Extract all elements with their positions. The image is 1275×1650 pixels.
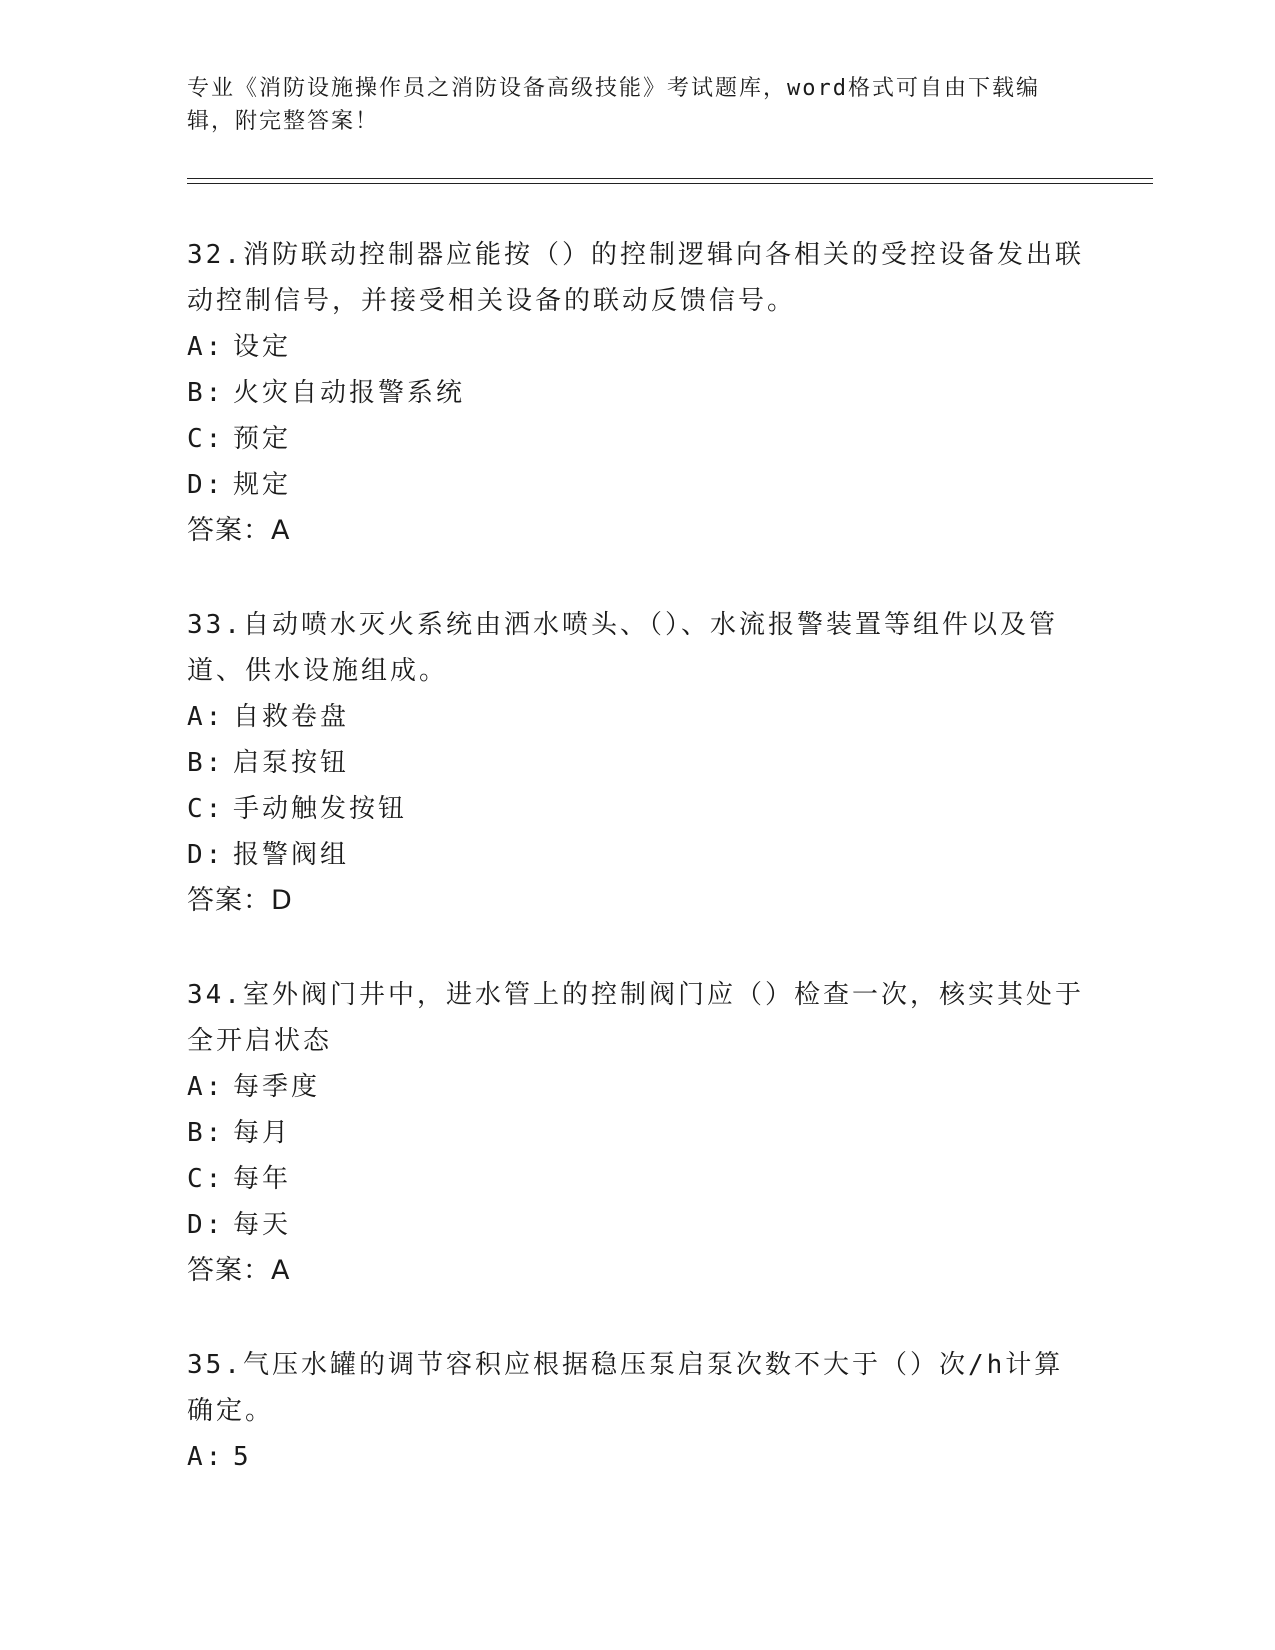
question-option — [187, 694, 1087, 740]
option-text: 自救卷盘 — [233, 702, 350, 732]
question-answer: 答案：D — [187, 885, 293, 916]
question-option — [187, 1434, 1087, 1480]
option-text: 规定 — [233, 470, 292, 500]
question-option — [187, 462, 1087, 508]
option-key: A: — [187, 332, 225, 362]
option-key: B: — [187, 748, 225, 778]
option-text: 每季度 — [233, 1072, 321, 1102]
option-key: D: — [187, 840, 225, 870]
question-answer: 答案：A — [187, 515, 291, 546]
option-key: C: — [187, 1164, 225, 1194]
question-item — [187, 232, 1087, 554]
option-text: 预定 — [233, 424, 292, 454]
question-stem: 32.消防联动控制器应能按（）的控制逻辑向各相关的受控设备发出联动控制信号，并接受相关设备的联动反馈信号。 — [187, 240, 1084, 316]
option-text: 手动触发按钮 — [233, 794, 408, 824]
question-stem: 34.室外阀门井中，进水管上的控制阀门应（）检查一次，核实其处于全开启状态 — [187, 980, 1084, 1056]
option-text: 每年 — [233, 1164, 292, 1194]
question-option — [187, 1156, 1087, 1202]
question-stem: 33.自动喷水灭火系统由洒水喷头、（）、水流报警装置等组件以及管道、供水设施组成。 — [187, 610, 1058, 686]
question-option — [187, 370, 1087, 416]
option-text: 启泵按钮 — [233, 748, 350, 778]
question-option — [187, 1202, 1087, 1248]
question-option — [187, 416, 1087, 462]
question-list — [187, 232, 1087, 1528]
option-key: C: — [187, 424, 225, 454]
question-item — [187, 1342, 1087, 1480]
question-option — [187, 832, 1087, 878]
option-text: 报警阀组 — [233, 840, 350, 870]
option-text: 火灾自动报警系统 — [233, 378, 466, 408]
question-option — [187, 740, 1087, 786]
option-text: 5 — [233, 1442, 252, 1472]
question-option — [187, 786, 1087, 832]
option-key: B: — [187, 378, 225, 408]
option-key: A: — [187, 702, 225, 732]
question-option — [187, 324, 1087, 370]
question-stem: 35.气压水罐的调节容积应根据稳压泵启泵次数不大于（）次/h计算确定。 — [187, 1350, 1064, 1426]
option-text: 设定 — [233, 332, 292, 362]
header-divider-line — [187, 183, 1153, 184]
question-option — [187, 1064, 1087, 1110]
option-key: B: — [187, 1118, 225, 1148]
option-key: C: — [187, 794, 225, 824]
option-text: 每月 — [233, 1118, 292, 1148]
question-item — [187, 602, 1087, 924]
option-key: A: — [187, 1072, 225, 1102]
option-text: 每天 — [233, 1210, 292, 1240]
document-header: 专业《消防设施操作员之消防设备高级技能》考试题库，word格式可自由下载编辑，附完整答案！ — [187, 76, 1040, 134]
option-key: A: — [187, 1442, 225, 1472]
option-key: D: — [187, 470, 225, 500]
header-divider-line — [187, 178, 1153, 179]
question-item — [187, 972, 1087, 1294]
question-option — [187, 1110, 1087, 1156]
option-key: D: — [187, 1210, 225, 1240]
question-answer: 答案：A — [187, 1255, 291, 1286]
